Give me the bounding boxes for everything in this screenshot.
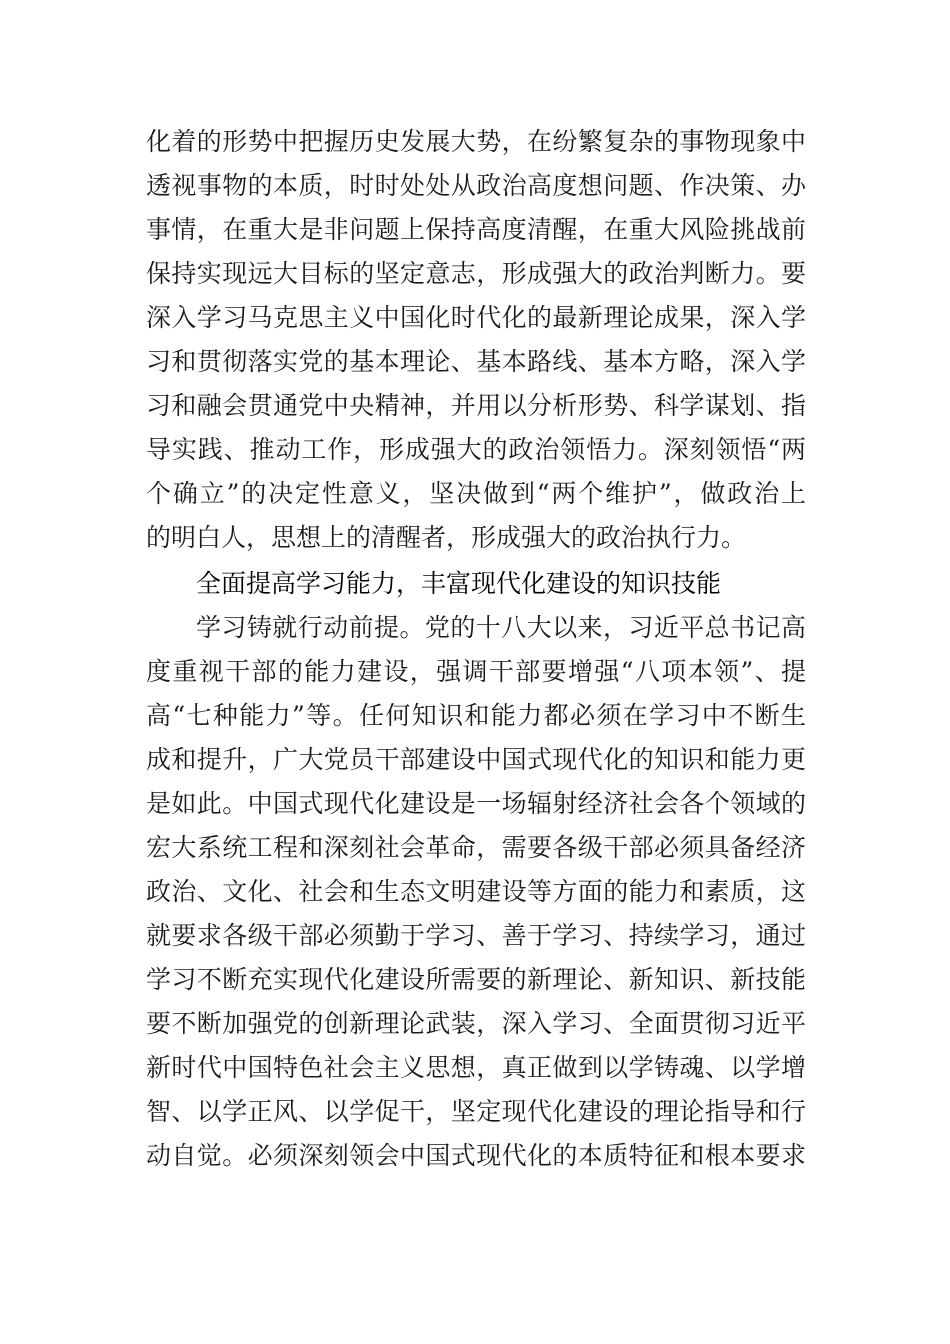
paragraph2-line: 宏大系统工程和深刻社会革命，需要各级干部必须具备经济 — [146, 833, 806, 862]
paragraph1-line: 导实践、推动工作，形成强大的政治领悟力。深刻领悟“两 — [146, 435, 806, 464]
paragraph1-line: 事情，在重大是非问题上保持高度清醒，在重大风险挑战前 — [146, 215, 806, 244]
paragraph2-line: 就要求各级干部必须勤于学习、善于学习、持续学习，通过 — [146, 921, 806, 950]
paragraph2-line: 度重视干部的能力建设，强调干部要增强“八项本领”、提 — [146, 657, 806, 686]
paragraph1-line: 透视事物的本质，时时处处从政治高度想问题、作决策、办 — [146, 171, 806, 200]
paragraph1-line: 深入学习马克思主义中国化时代化的最新理论成果，深入学 — [146, 303, 806, 332]
paragraph1-line: 保持实现远大目标的坚定意志，形成强大的政治判断力。要 — [146, 259, 806, 288]
paragraph2-line: 智、以学正风、以学促干，坚定现代化建设的理论指导和行 — [146, 1097, 806, 1126]
section-heading: 全面提高学习能力，丰富现代化建设的知识技能 — [196, 569, 722, 598]
paragraph2-line: 动自觉。必须深刻领会中国式现代化的本质特征和根本要求 — [146, 1141, 806, 1170]
paragraph2-line: 学习铸就行动前提。党的十八大以来，习近平总书记高 — [196, 613, 806, 642]
paragraph2-line: 高“七种能力”等。任何知识和能力都必须在学习中不断生 — [146, 701, 806, 730]
paragraph2-line: 新时代中国特色社会主义思想，真正做到以学铸魂、以学增 — [146, 1053, 806, 1082]
paragraph2-line: 成和提升，广大党员干部建设中国式现代化的知识和能力更 — [146, 745, 806, 774]
paragraph1-line: 的明白人，思想上的清醒者，形成强大的政治执行力。 — [146, 523, 747, 552]
paragraph2-line: 学习不断充实现代化建设所需要的新理论、新知识、新技能 — [146, 965, 806, 994]
paragraph2-line: 要不断加强党的创新理论武装，深入学习、全面贯彻习近平 — [146, 1009, 806, 1038]
paragraph2-line: 政治、文化、社会和生态文明建设等方面的能力和素质，这 — [146, 877, 806, 906]
paragraph2-line: 是如此。中国式现代化建设是一场辐射经济社会各个领域的 — [146, 789, 806, 818]
paragraph1-line: 习和贯彻落实党的基本理论、基本路线、基本方略，深入学 — [146, 347, 806, 376]
paragraph1-line: 习和融会贯通党中央精神，并用以分析形势、科学谋划、指 — [146, 391, 806, 420]
paragraph1-line: 个确立”的决定性意义，坚决做到“两个维护”，做政治上 — [146, 479, 806, 508]
paragraph1-line: 化着的形势中把握历史发展大势，在纷繁复杂的事物现象中 — [146, 127, 806, 156]
